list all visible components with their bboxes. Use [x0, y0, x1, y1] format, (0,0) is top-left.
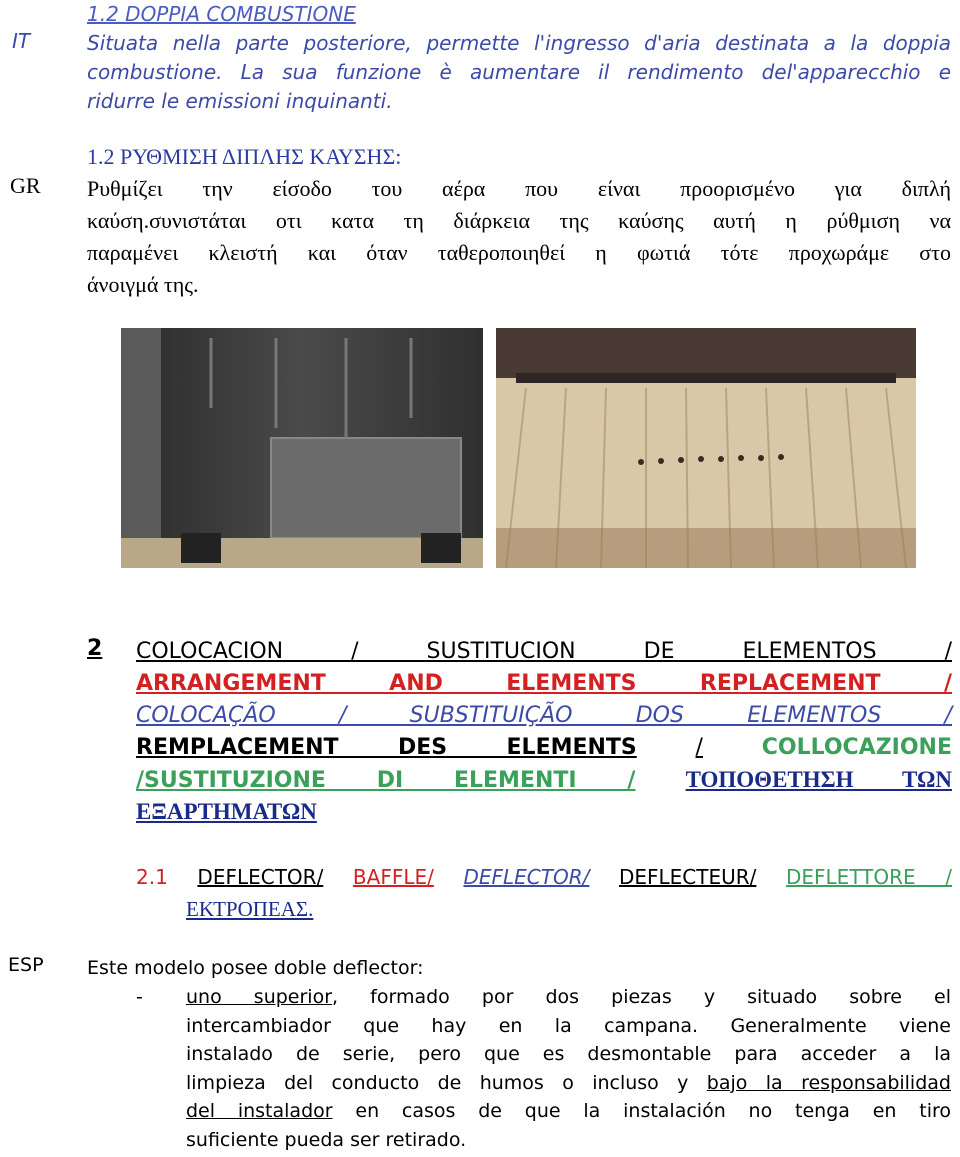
sub21-gr: ΕΚΤΡΟΠΕΑΣ. [186, 897, 314, 921]
it-text-line3: ridurre le emissioni inquinanti. [87, 89, 393, 113]
esp-line3: instalado de serie, pero que es desmontable para acceder a la [186, 1043, 951, 1066]
section-2-title-fr-it [136, 732, 952, 764]
esp-line4: limpieza del conducto de humos o incluso y bajo la responsabilidad [186, 1071, 951, 1094]
esp-instalador: del instalador [186, 1100, 333, 1123]
esp-dash: - [136, 986, 143, 1008]
lang-label-gr: GR [10, 173, 41, 198]
it-section [87, 0, 951, 116]
lang-label-it: IT [12, 29, 31, 53]
sub21-pt: DEFLECTOR/ [463, 865, 590, 889]
esp-intro: Este modelo posee doble deflector: [87, 957, 424, 979]
sub21-number: 2.1 [136, 865, 168, 889]
it-text-line1: Situata nella parte posteriore, permette l'ingresso d'aria destinata a la doppia [87, 31, 951, 55]
esp-bullet-body [186, 983, 951, 1155]
it-heading: 1.2 DOPPIA COMBUSTIONE [87, 2, 356, 26]
gr-text-line3: παραμένει κλειστή και όταν ταθεροποιηθεί η φωτιά τότε προχωράμε στο [87, 240, 951, 265]
stove-rear-photo [121, 328, 483, 568]
sub21-fr: DEFLECTEUR/ [618, 865, 757, 889]
gr-section [87, 141, 951, 301]
esp-line2: intercambiador que hay en la campana. Generalmente viene [186, 1014, 951, 1037]
sub21-en: BAFFLE/ [352, 865, 434, 889]
it-text-line2: combustione. La sua funzione è aumentare il rendimento del'apparecchio e [87, 60, 951, 84]
gr-text-line1: Ρυθμίζει την είσοδο του αέρα που είναι προορισμένο για διπλή [87, 176, 951, 201]
section-2-title-en: ARRANGEMENT AND ELEMENTS REPLACEMENT / [136, 671, 952, 696]
section-2-number: 2 [87, 636, 103, 661]
esp-line5: del instalador en casos de que la instalación no tenga en tiro [186, 1100, 951, 1123]
esp-line6: suficiente pueda ser retirado. [186, 1128, 467, 1151]
sub21-it: DEFLETTORE / [786, 865, 953, 889]
section-2-title-it-a: COLLOCAZIONE [761, 735, 952, 760]
section-2-title-fr: REMPLACEMENT DES ELEMENTS [136, 735, 637, 760]
section-2-title-gr-a: ΤΟΠΟΘΕΤΗΣΗ ΤΩΝ [685, 767, 952, 792]
sub21-es: DEFLECTOR/ [197, 865, 324, 889]
section-2-title-it-b: /SUSTITUZIONE DI ELEMENTI / [136, 768, 636, 793]
subsection-2-1-heading [136, 862, 952, 892]
firebox-interior-photo [496, 328, 916, 568]
section-2-title-it-gr [136, 764, 952, 797]
gr-text-line2: καύση.συνιστάται οτι κατα τη διάρκεια της καύσης αυτή η ρύθμιση να [87, 208, 951, 233]
section-2-sep: / [695, 735, 703, 760]
esp-uno-superior: uno superior [186, 986, 333, 1008]
section-2-title-es: COLOCACION / SUSTITUCION DE ELEMENTOS / [136, 639, 952, 664]
section-2-title-pt: COLOCAÇÃO / SUBSTITUIÇÃO DOS ELEMENTOS / [136, 703, 952, 728]
gr-text-line4: άνοιγμά της. [87, 272, 199, 297]
esp-responsabilidad: bajo la responsabilidad [706, 1071, 951, 1094]
lang-label-esp: ESP [8, 954, 44, 976]
section-2-title-gr-b: ΕΞΑΡΤΗΜΑΤΩΝ [136, 799, 317, 824]
gr-heading: 1.2 ΡΥΘΜΙΣΗ ΔΙΠΛΗΣ ΚΑΥΣΗΣ: [87, 144, 402, 169]
esp-line1: uno superior, formado por dos piezas y situado sobre el [186, 986, 951, 1008]
